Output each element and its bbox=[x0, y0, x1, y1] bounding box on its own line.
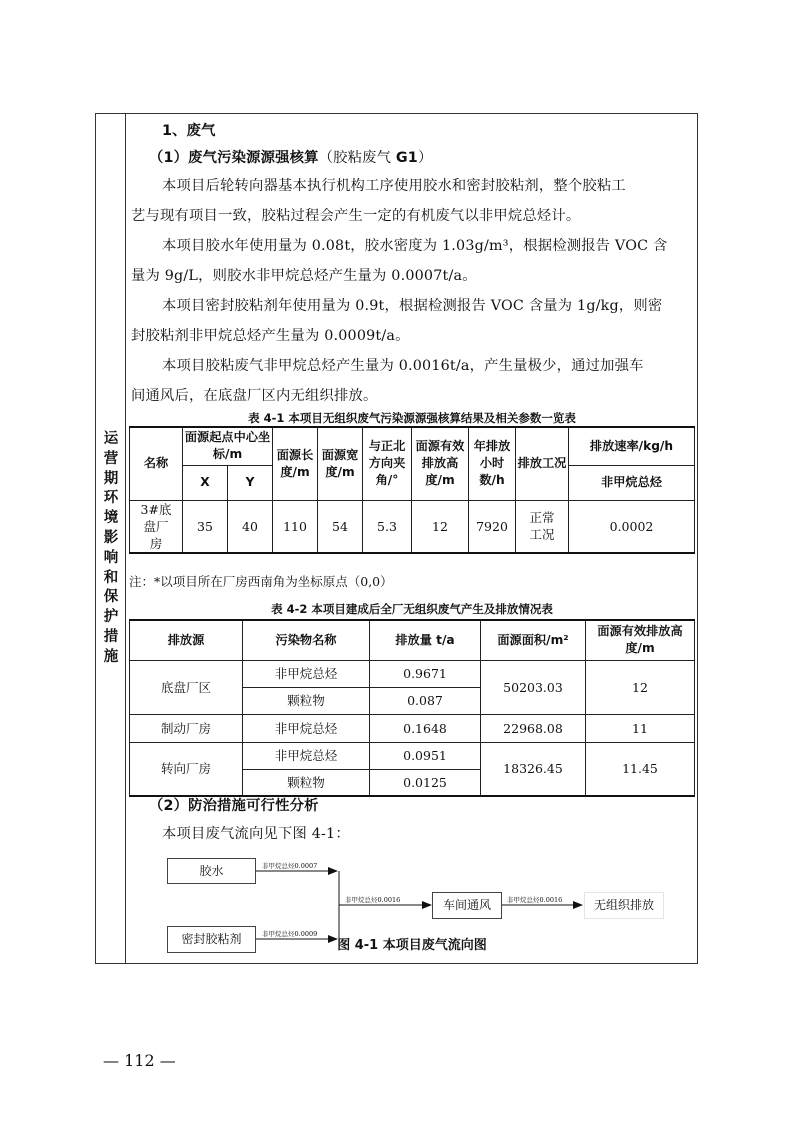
paragraph-line: 本项目密封胶粘剂年使用量为 0.9t，根据检测报告 VOC 含量为 1g/kg，则密 bbox=[162, 298, 663, 314]
table-row bbox=[130, 742, 695, 769]
node-fugitive: 无组织排放 bbox=[584, 892, 664, 919]
t2-cell-source: 底盘厂区 bbox=[130, 660, 243, 714]
t1-header-hours: 年排放小时数/h bbox=[469, 427, 516, 500]
t1-header-condition: 排放工况 bbox=[516, 427, 569, 500]
t1-header-angle: 与正北方向夹角/° bbox=[363, 427, 412, 500]
t2-cell-height: 12 bbox=[586, 660, 695, 714]
side-column bbox=[96, 114, 126, 963]
t2-cell-area: 22968.08 bbox=[481, 714, 586, 742]
t2-header-source: 排放源 bbox=[130, 620, 243, 660]
t2-cell-area: 18326.45 bbox=[481, 742, 586, 796]
t2-cell-pollutant: 颗粒物 bbox=[243, 687, 370, 714]
table1-note: 注：*以项目所在厂房西南角为坐标原点（0,0） bbox=[129, 574, 393, 589]
table-row bbox=[130, 714, 695, 742]
node-glue: 胶水 bbox=[167, 858, 256, 884]
table1-caption: 表 4-1 本项目无组织废气污染源源强核算结果及相关参数一览表 bbox=[248, 411, 576, 425]
t1-cell-x: 35 bbox=[183, 500, 228, 553]
edge-label-glue: 非甲烷总烃0.0007 bbox=[262, 862, 318, 870]
edge-label-out: 非甲烷总烃0.0016 bbox=[507, 896, 563, 904]
subsection-title: （1）废气污染源源强核算 bbox=[149, 150, 319, 166]
t2-cell-height: 11.45 bbox=[586, 742, 695, 796]
t2-header-pollutant: 污染物名称 bbox=[243, 620, 370, 660]
subsection2-heading: （2）防治措施可行性分析 bbox=[149, 798, 319, 814]
t2-cell-amount: 0.0125 bbox=[370, 769, 481, 796]
subsection-heading bbox=[149, 147, 432, 167]
t2-header-amount: 排放量 t/a bbox=[370, 620, 481, 660]
t2-header-area: 面源面积/m² bbox=[481, 620, 586, 660]
edge-label-sealant: 非甲烷总烃0.0009 bbox=[262, 930, 318, 938]
t1-cell-rate: 0.0002 bbox=[569, 500, 695, 553]
section-heading: 1、废气 bbox=[162, 123, 216, 139]
paragraph-line: 艺与现有项目一致，胶粘过程会产生一定的有机废气以非甲烷总烃计。 bbox=[131, 208, 581, 224]
subsection2-intro: 本项目废气流向见下图 4-1： bbox=[162, 826, 350, 842]
paragraph-line: 间通风后，在底盘厂区内无组织排放。 bbox=[131, 388, 378, 404]
t1-header-rate: 排放速率/kg/h bbox=[569, 427, 695, 465]
t1-header-x: X bbox=[183, 465, 228, 500]
t2-cell-pollutant: 非甲烷总烃 bbox=[243, 714, 370, 742]
t1-cell-width: 54 bbox=[318, 500, 363, 553]
t2-cell-pollutant: 非甲烷总烃 bbox=[243, 742, 370, 769]
t2-cell-amount: 0.087 bbox=[370, 687, 481, 714]
t2-cell-area: 50203.03 bbox=[481, 660, 586, 714]
side-label: 运营期环境影响和保护措施 bbox=[103, 431, 119, 665]
t2-cell-height: 11 bbox=[586, 714, 695, 742]
subsection-code: G1 bbox=[395, 150, 418, 166]
t1-cell-name: 3#底盘厂房 bbox=[130, 500, 183, 553]
figure-caption: 图 4-1 本项目废气流向图 bbox=[337, 938, 487, 953]
node-sealant: 密封胶粘剂 bbox=[167, 926, 256, 953]
t2-cell-amount: 0.9671 bbox=[370, 660, 481, 687]
t1-cell-y: 40 bbox=[228, 500, 273, 553]
table1 bbox=[129, 426, 695, 554]
table2-caption: 表 4-2 本项目建成后全厂无组织废气产生及排放情况表 bbox=[271, 602, 553, 616]
content-frame bbox=[95, 113, 698, 964]
t1-cell-condition: 正常工况 bbox=[516, 500, 569, 553]
t1-header-width: 面源宽度/m bbox=[318, 427, 363, 500]
t2-cell-amount: 0.0951 bbox=[370, 742, 481, 769]
paragraph-line: 本项目后轮转向器基本执行机构工序使用胶水和密封胶粘剂，整个胶粘工 bbox=[162, 178, 626, 194]
t1-header-coord: 面源起点中心坐标/m bbox=[183, 427, 273, 465]
t1-cell-hours: 7920 bbox=[469, 500, 516, 553]
node-ventilation: 车间通风 bbox=[432, 892, 502, 919]
table2 bbox=[129, 619, 695, 797]
paragraph-line: 本项目胶水年使用量为 0.08t，胶水密度为 1.03g/m³，根据检测报告 VOC 含 bbox=[162, 238, 668, 254]
subsection-close: ） bbox=[417, 150, 433, 166]
t1-header-length: 面源长度/m bbox=[273, 427, 318, 500]
t1-header-y: Y bbox=[228, 465, 273, 500]
table-row bbox=[130, 500, 695, 553]
paragraph-line: 量为 9g/L，则胶水非甲烷总烃产生量为 0.0007t/a。 bbox=[131, 268, 477, 284]
paragraph-line: 本项目胶粘废气非甲烷总烃产生量为 0.0016t/a，产生量极少，通过加强车 bbox=[162, 358, 644, 374]
t1-cell-length: 110 bbox=[273, 500, 318, 553]
edge-label-merged: 非甲烷总烃0.0016 bbox=[345, 896, 401, 904]
t1-cell-angle: 5.3 bbox=[363, 500, 412, 553]
t2-cell-pollutant: 颗粒物 bbox=[243, 769, 370, 796]
subsection-paren: （胶粘废气 bbox=[318, 150, 396, 166]
table-row bbox=[130, 660, 695, 687]
t2-cell-pollutant: 非甲烷总烃 bbox=[243, 660, 370, 687]
paragraph-line: 封胶粘剂非甲烷总烃产生量为 0.0009t/a。 bbox=[131, 328, 410, 344]
main-content bbox=[127, 114, 697, 963]
t1-cell-height: 12 bbox=[412, 500, 469, 553]
t2-header-height: 面源有效排放高度/m bbox=[586, 620, 695, 660]
t1-header-height: 面源有效排放高度/m bbox=[412, 427, 469, 500]
t2-cell-amount: 0.1648 bbox=[370, 714, 481, 742]
t1-header-name: 名称 bbox=[130, 427, 183, 500]
t1-header-nmhc: 非甲烷总烃 bbox=[569, 465, 695, 500]
t2-cell-source: 制动厂房 bbox=[130, 714, 243, 742]
page-number: — 112 — bbox=[103, 1051, 176, 1070]
t2-cell-source: 转向厂房 bbox=[130, 742, 243, 796]
